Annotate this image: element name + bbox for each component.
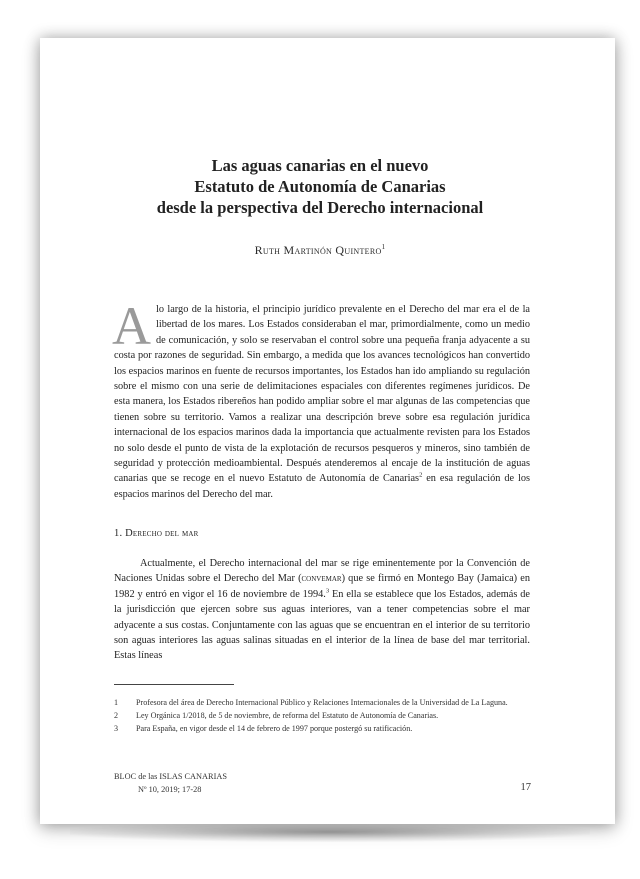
journal-volume: Nº 10, 2019; 17-28 [138,785,202,794]
footnote-text: Profesora del área de Derecho Internacional Público y Relaciones Internacionales de la Universidad de La Laguna. [136,698,508,707]
footnote-text: Para España, en vigor desde el 14 de febrero de 1997 porque postergó su ratificación. [136,724,413,734]
footnote-number: 2 [114,711,119,721]
footnote-number: 3 [114,724,119,734]
section-heading: 1. Derecho del mar [114,528,199,539]
intro-footnote-ref: 2 [419,472,423,480]
footnote [114,722,530,735]
author-name: Ruth Martinón Quintero [254,243,382,257]
page-number: 17 [520,782,531,793]
page-shadow [70,822,590,842]
footnotes [114,696,530,736]
footnote [114,709,530,722]
title-line-3: desde la perspectiva del Derecho internacional [156,198,484,217]
drop-cap: A [112,296,151,356]
section-paragraph [114,556,530,664]
footnote-number: 1 [114,698,119,707]
intro-text-part1: lo largo de la historia, el principio jurídico prevalente en el Derecho del mar era el de la libertad de los mares. Los Estados consideraban el mar, primordialmente, como un medio de comunicación, y solo se reservaban el control sobre una pequeña franja adyacente a su costa por razones de seguridad. Sin embargo, a medida que los avances tecnológicos han convertido los espacios marinos en fuente de recursos importantes, los Estados han ido ampliando su regulación sobre el mismo con una serie de delimitaciones espaciales con diferentes regímenes jurídicos. De esta manera, los Estados ribereños han podido ampliar sobre el mar algunas de las competencias que tienen sobre su territorio. Vamos a realizar una descripción breve sobre esa regulación jurídica internacional de los espacios marinos dada la importancia que actualmente revisten para los Estados no solo desde el punto de vista de la explotación de recursos pesqueros y mineros, sino también de seguridad y protección medioambiental. Después atenderemos al encaje de la institución de aguas canarias que se recoge en el nuevo Estatuto de Autonomía de Canarias [114,304,530,485]
section-footnote-ref: 3 [325,587,330,595]
acronym: convemar [301,573,342,585]
author-footnote-ref: 1 [381,243,386,251]
section-text-part1: Actualmente, el Derecho internacional del mar se rige eminentemente por la Convención de Naciones Unidas sobre el Derecho del Mar ( [114,558,530,585]
intro-paragraph [112,296,530,502]
footnote-text: Ley Orgánica 1/2018, de 5 de noviembre, de reforma del Estatuto de Autonomía de Canarias. [136,711,439,721]
author-line [0,243,640,258]
article-title [0,155,640,218]
journal-footer [114,770,227,796]
section-text-part2: ) que se firmó en Montego Bay (Jamaica) en 1982 y entró en vigor el 16 de noviembre de 1994. [114,573,530,600]
section-text-part3: En ella se establece que los Estados, además de la jurisdicción que ejercen sobre sus aguas interiores, van a tener competencias sobre el mar adyacente a sus costas. Conjuntamente con las aguas que se encuentran en el interior de su territorio son aguas interiores las aguas salinas situadas en el interior de la línea de base del mar territorial. Estas líneas [114,588,530,662]
title-line-2: Estatuto de Autonomía de Canarias [194,177,446,196]
footnote [114,696,530,709]
intro-text-part2: en esa regulación de los espacios marinos del Derecho del mar. [114,473,530,500]
footnote-divider [114,684,234,685]
title-line-1: Las aguas canarias en el nuevo [211,156,429,175]
journal-name: BLOC de las ISLAS CANARIAS [114,772,227,781]
